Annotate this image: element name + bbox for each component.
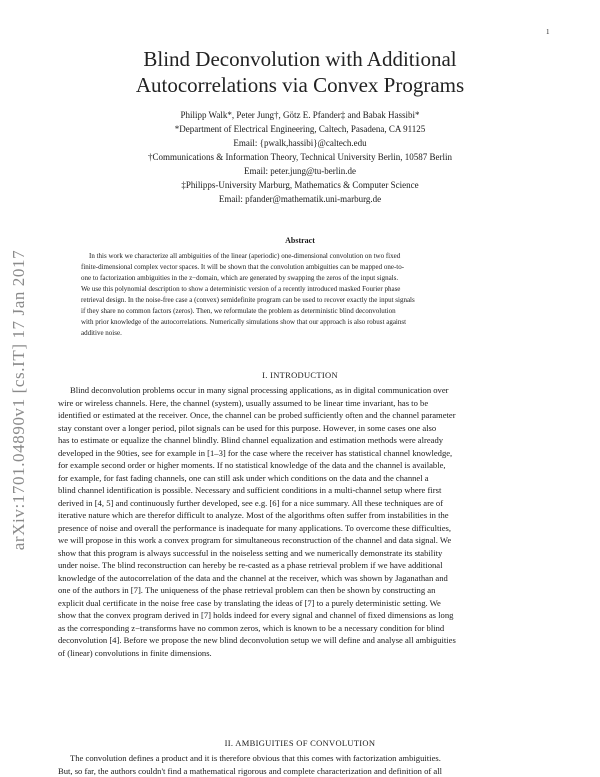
body-line: wire or wireless channels. Here, the channel (system), usually assumed to be linear time invariant, has to be	[58, 397, 542, 410]
ambiguities-body	[58, 752, 542, 777]
body-line: deconvolution [4]. Before we propose the new blind deconvolution setup we will define and analyse all ambiguities	[58, 634, 542, 647]
body-line: identified or estimated at the receiver. Once, the channel can be probed sufficiently often and the channel parameter	[58, 409, 542, 422]
abstract-line: with prior knowledge of the autocorrelations. Numerically simulations show that our approach is also robust against	[81, 317, 535, 328]
abstract-body	[81, 251, 535, 339]
affiliation-line: *Department of Electrical Engineering, Caltech, Pasadena, CA 91125	[60, 122, 540, 136]
body-line: explicit dual certificate in the noise free case by translating the ideas of [7] to a purely deterministic setting. We	[58, 597, 542, 610]
body-line: knowledge of the autocorrelation of the data and the channel at the receiver, which was shown by Jaganathan and	[58, 572, 542, 585]
body-line: of (linear) convolutions in finite dimensions.	[58, 647, 542, 660]
body-line: stay constant over a longer period, pilot signals can be used for this purpose. However, in some cases one also	[58, 422, 542, 435]
body-line: iterative nature which are therefor difficult to analyze. Most of the algorithms often suffer from instabilities in the	[58, 509, 542, 522]
body-line: presence of noise and overall the performance is inadequate for many applications. To overcome these difficulties,	[58, 522, 542, 535]
affiliation-line: †Communications & Information Theory, Technical University Berlin, 10587 Berlin	[60, 150, 540, 164]
arxiv-identifier-stamp: arXiv:1701.04890v1 [cs.IT] 17 Jan 2017	[9, 235, 29, 565]
email-line: Email: pfander@mathematik.uni-marburg.de	[60, 192, 540, 206]
body-line: for example second order or higher moments. If no statistical knowledge of the data and the channel is available,	[58, 459, 542, 472]
body-line: blind channel identification is possible. Necessary and sufficient conditions in a multi-channel setup where first	[58, 484, 542, 497]
abstract-line: additive noise.	[81, 328, 535, 339]
abstract-line: retrieval design. In the noise-free case a (convex) semidefinite program can be used to recover exactly the input signals	[81, 295, 535, 306]
introduction-body	[58, 384, 542, 659]
affiliation-line: ‡Philipps-University Marburg, Mathematics & Computer Science	[60, 178, 540, 192]
abstract-heading: Abstract	[60, 236, 540, 245]
section-heading-ambiguities: II. AMBIGUITIES OF CONVOLUTION	[60, 738, 540, 748]
paper-title	[60, 46, 540, 98]
body-line: But, so far, the authors couldn't find a mathematical rigorous and complete characterization and definition of all	[58, 765, 542, 777]
page-number: 1	[546, 28, 550, 36]
abstract-line: one to factorization ambiguities in the z−domain, which are generated by swapping the zeros of the input signals.	[81, 273, 535, 284]
abstract-line: if they share no common factors (zeros). Then, we reformulate the problem as deterministic blind deconvolution	[81, 306, 535, 317]
body-line: show that the convex program derived in [7] holds indeed for every signal and channel of fixed dimensions as long	[58, 609, 542, 622]
body-line: one of the authors in [7]. The uniqueness of the phase retrieval problem can then be shown by constructing an	[58, 584, 542, 597]
body-line: derived in [4, 5] and continuously further developed, see e.g. [6] for a nice summary. All these techniques are of	[58, 497, 542, 510]
body-line: we will propose in this work a convex program for simultaneous reconstruction of the channel and data signal. We	[58, 534, 542, 547]
body-line: developed in the 90ties, see for example in [1–3] for the case where the receiver has statistical channel knowledge,	[58, 447, 542, 460]
email-line: Email: peter.jung@tu-berlin.de	[60, 164, 540, 178]
body-line: The convolution defines a product and it is therefore obvious that this comes with factorization ambiguities.	[58, 752, 542, 765]
body-line: under noise. The blind reconstruction can hereby be re-casted as a phase retrieval problem if we have additional	[58, 559, 542, 572]
body-line: Blind deconvolution problems occur in many signal processing applications, as in digital communication over	[58, 384, 542, 397]
section-heading-introduction: I. INTRODUCTION	[60, 370, 540, 380]
title-line: Autocorrelations via Convex Programs	[60, 72, 540, 98]
email-line: Email: {pwalk,hassibi}@caltech.edu	[60, 136, 540, 150]
abstract-line: finite-dimensional complex vector spaces. It will be shown that the convolution ambiguities can be mapped one-to-	[81, 262, 535, 273]
abstract-line: In this work we characterize all ambiguities of the linear (aperiodic) one-dimensional convolution on two fixed	[81, 251, 535, 262]
author-block	[60, 108, 540, 206]
body-line: show that this program is always successful in the noiseless setting and we numerically demonstrate its stability	[58, 547, 542, 560]
title-line: Blind Deconvolution with Additional	[60, 46, 540, 72]
body-line: for example, for fast fading channels, one can still ask under which conditions on the data and the channel a	[58, 472, 542, 485]
body-line: has to estimate or equalize the channel blindly. Blind channel equalization and estimation methods were already	[58, 434, 542, 447]
author-names: Philipp Walk*, Peter Jung†, Götz E. Pfander‡ and Babak Hassibi*	[60, 108, 540, 122]
body-line: as the corresponding z−transforms have no common zeros, which is known to be a necessary condition for blind	[58, 622, 542, 635]
abstract-line: We use this polynomial description to show a deterministic version of a recently introduced masked Fourier phase	[81, 284, 535, 295]
